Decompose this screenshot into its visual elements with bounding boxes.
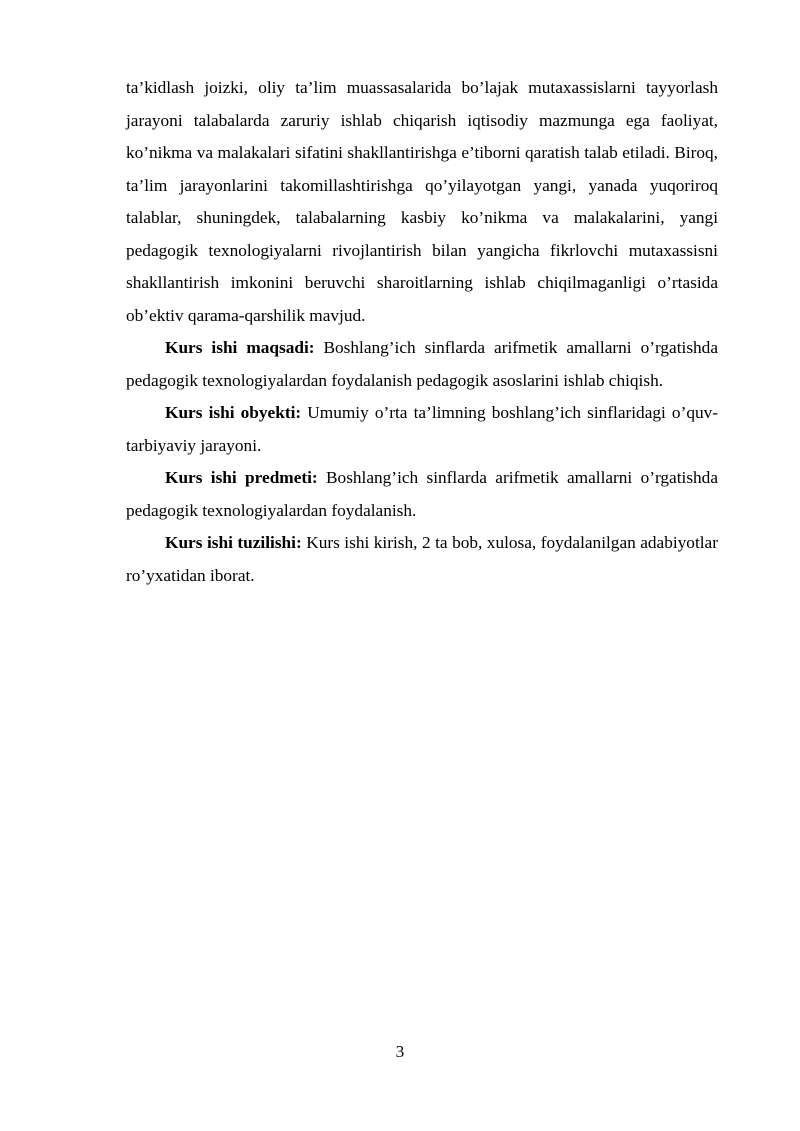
section-object-label: Kurs ishi obyekti: <box>165 403 302 422</box>
section-subject-label: Kurs ishi predmeti: <box>165 468 318 487</box>
section-goal-label: Kurs ishi maqsadi: <box>165 338 315 357</box>
section-structure-text: Kurs ishi kirish, 2 ta bob, xulosa, foydalanilgan adabiyotlar ro’yxatidan iborat. <box>126 533 718 585</box>
intro-paragraph: ta’kidlash joizki, oliy ta’lim muassasalarida bo’lajak mutaxassislarni tayyorlash jarayoni talabalarda zaruriy ishlab chiqarish iqtisodiy mazmunga ega faoliyat, ko’nikma va malakalari sifatini shakllantirishga e’tiborni qaratish talab etiladi. Biroq, ta’lim jarayonlarini takomillashtirishga qo’yilayotgan yangi, yanada yuqoriroq talablar, shuningdek, talabalarning kasbiy ko’nikma va malakalarini, yangi pedagogik texnologiyalarni rivojlantirish bilan yangicha fikrlovchi mutaxassisni shakllantirish imkonini beruvchi sharoitlarning ishlab chiqilmaganligi o’rtasida ob’ektiv qarama-qarshilik mavjud. <box>126 78 718 325</box>
document-body <box>126 72 718 592</box>
section-goal-text: Boshlang’ich sinflarda arifmetik amallarni o’rgatishda pedagogik texnologiyalardan foydalanish pedagogik asoslarini ishlab chiqish. <box>126 338 718 390</box>
section-object <box>126 397 718 462</box>
section-subject <box>126 462 718 527</box>
section-subject-text: Boshlang’ich sinflarda arifmetik amallarni o’rgatishda pedagogik texnologiyalardan foydalanish. <box>126 468 718 520</box>
section-structure <box>126 527 718 592</box>
page-number: 3 <box>395 1042 405 1061</box>
section-structure-label: Kurs ishi tuzilishi: <box>165 533 302 552</box>
section-object-text: Umumiy o’rta ta’limning boshlang’ich sinflaridagi o’quv-tarbiyaviy jarayoni. <box>126 403 719 455</box>
section-goal <box>126 332 718 397</box>
